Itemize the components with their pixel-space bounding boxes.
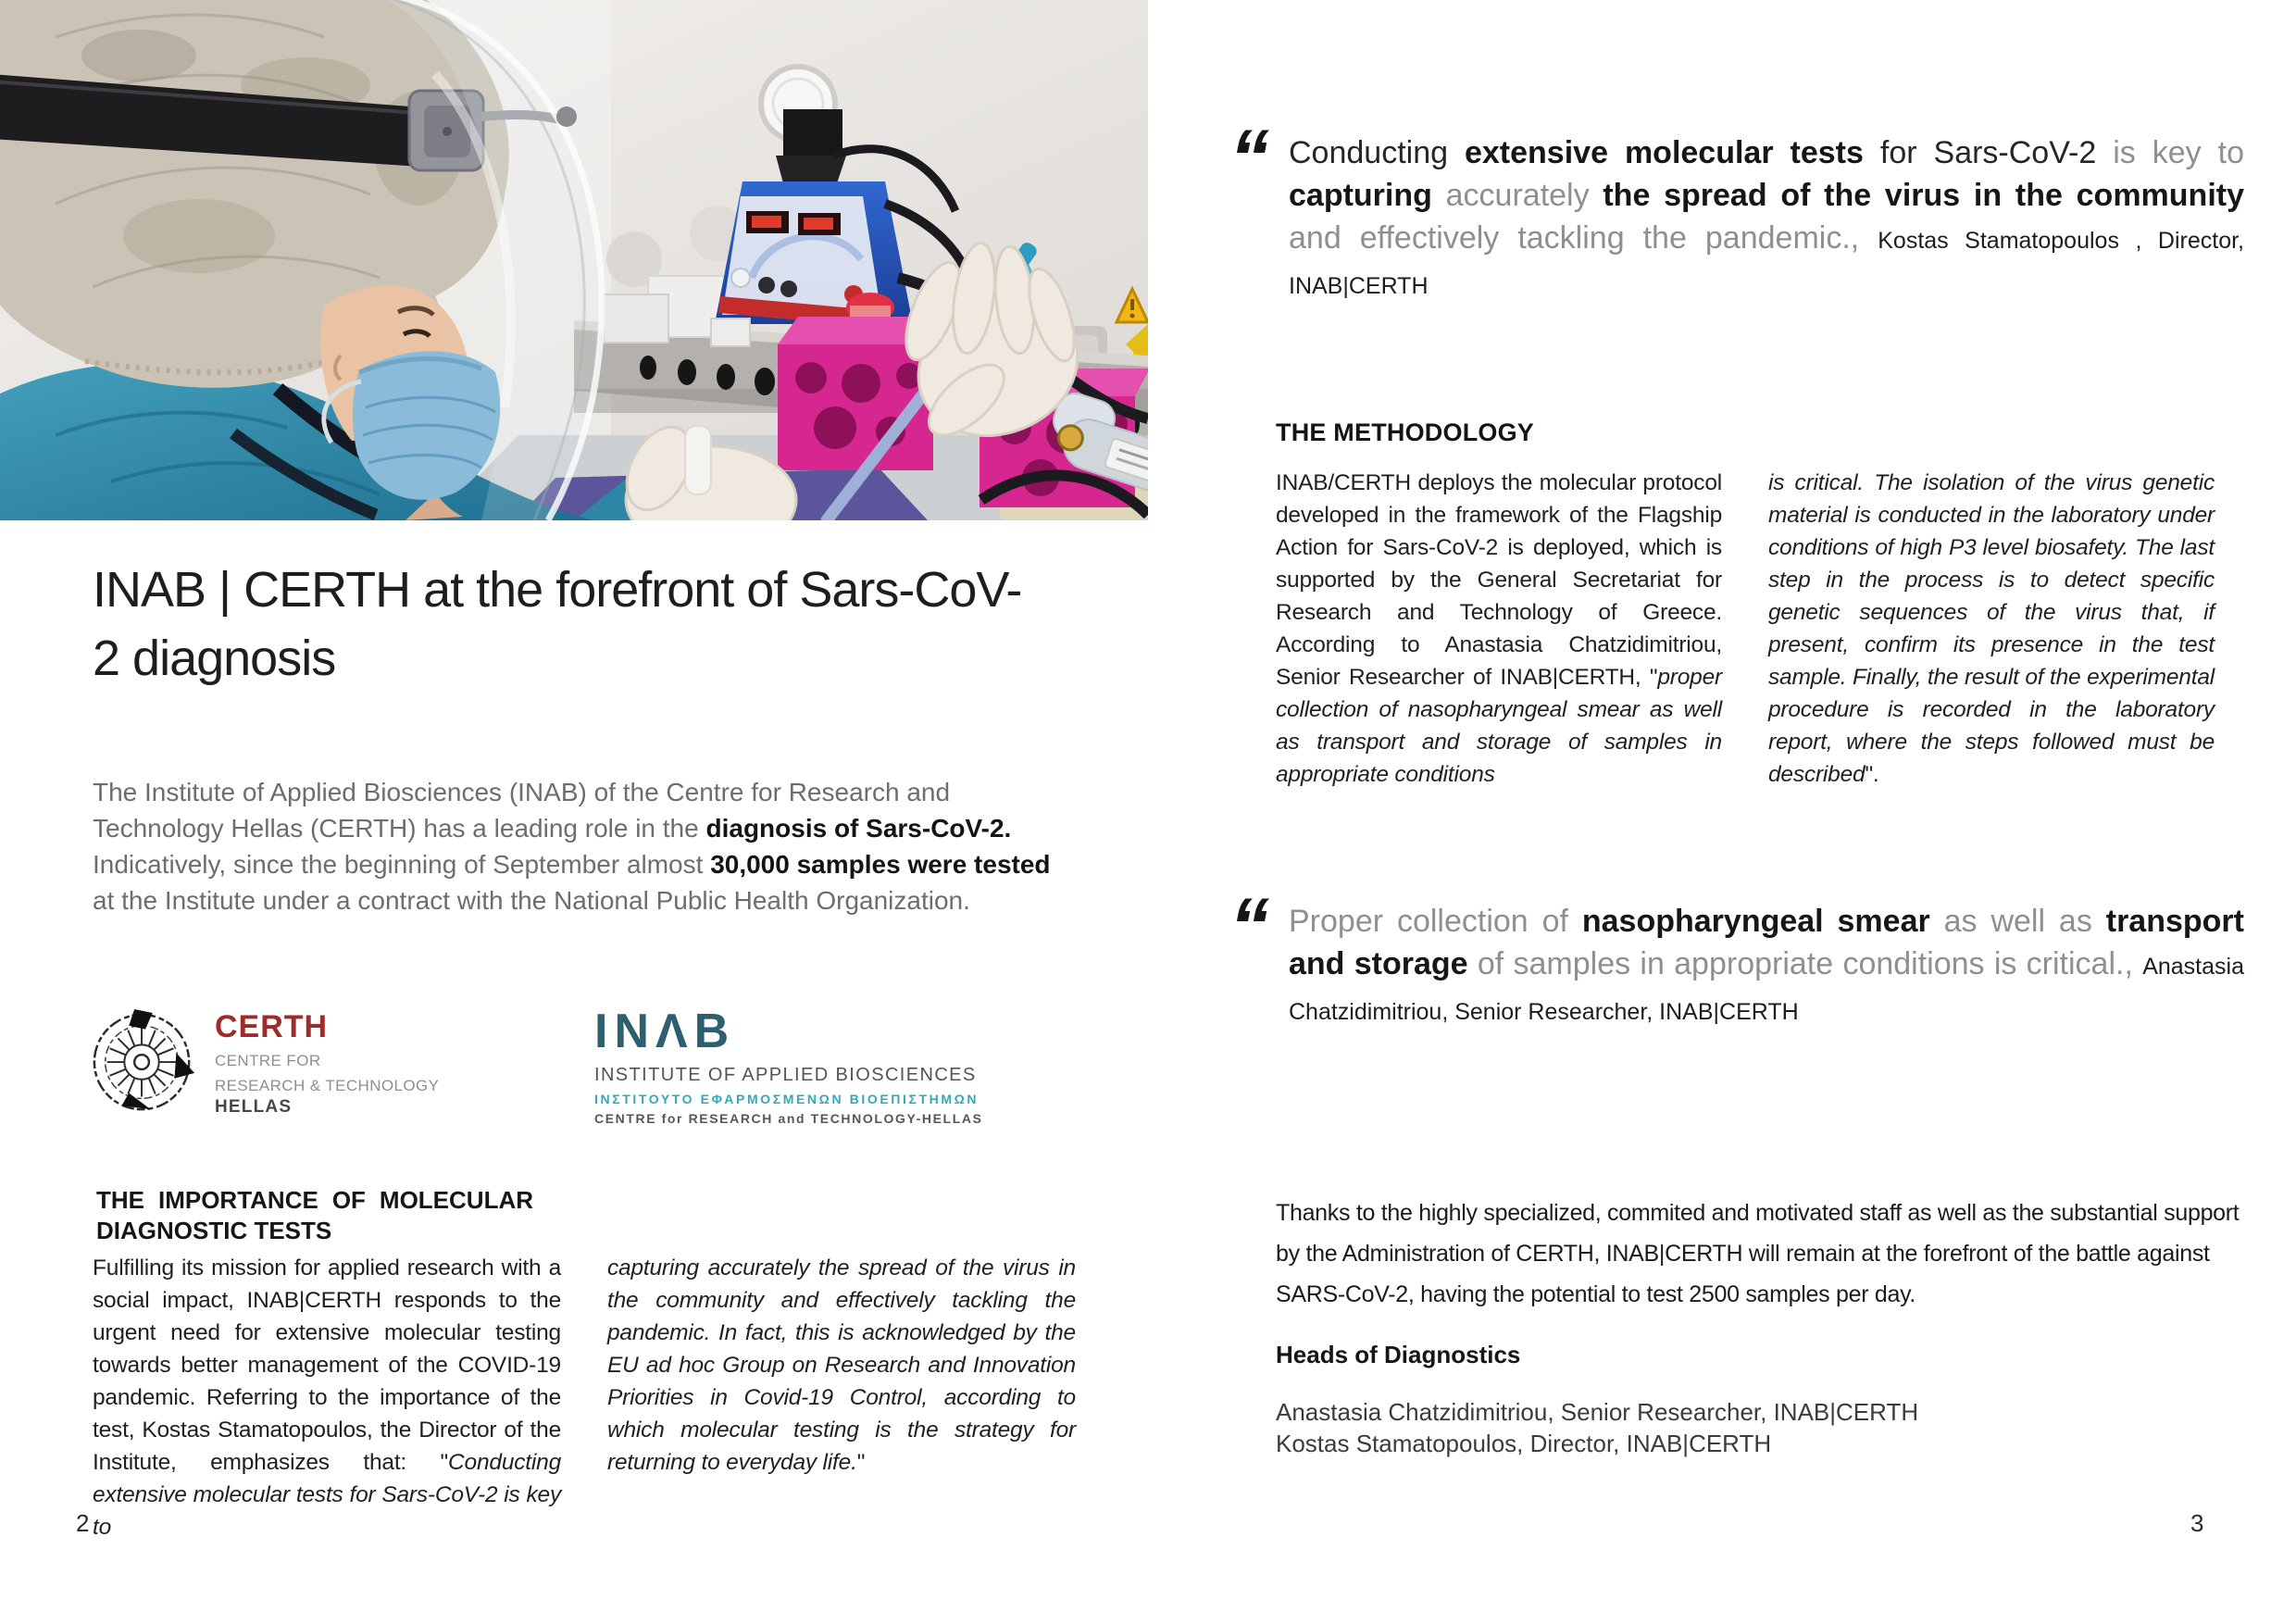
page-number-right: 3 <box>2190 1509 2204 1537</box>
methodology-col-1: INAB/CERTH deploys the molecular protocol developed in the framework of the Flagship Action for Sars-CoV-2 is deployed, which is supported by the General Secretariat for Research and Technology of Greece. According to Anastasia Chatzidimitriou, Senior Researcher of INAB|CERTH, "proper collection of nasopharyngeal smear as well as transport and storage of samples in appropriate conditions <box>1276 470 1722 787</box>
inab-sub1: INSTITUTE OF APPLIED BIOSCIENCES <box>594 1065 977 1085</box>
intro-paragraph: The Institute of Applied Biosciences (INAB) of the Centre for Research and Technology Hellas (CERTH) has a leading role in the diagnosis of Sars-CoV-2. Indicatively, since the beginning of September almost 30,000 samples were tested at the Institute under a contract with the National Public Health Organization. <box>93 778 1051 915</box>
methodology-heading: THE METHODOLOGY <box>1276 418 1534 446</box>
pull-quote-researcher-text: Proper collection of nasopharyngeal smear as well as transport and storage of samples in appropriate conditions is critical., Anastasia Chatzidimitriou, Senior Researcher, INAB|CERTH <box>1289 904 2244 1025</box>
certh-emblem-icon <box>89 1002 198 1130</box>
inab-sub2: ΙΝΣΤΙΤΟΥΤΟ ΕΦΑΡΜΟΣΜΕΝΩΝ ΒΙΟΕΠΙΣΤΗΜΩΝ <box>594 1092 980 1106</box>
pull-quote-director-text: Conducting extensive molecular tests for Sars-CoV-2 is key to capturing accurately the spread of the virus in the community and effectively tackling the pandemic., Kostas Stamatopoulos , Director, INAB|CERTH <box>1289 135 2245 299</box>
quote-mark-icon: “ <box>1229 114 1266 203</box>
heads-heading: Heads of Diagnostics <box>1276 1341 1521 1368</box>
page-number-left: 2 <box>76 1509 90 1537</box>
quote-mark-icon: “ <box>1229 882 1266 971</box>
pull-quote-researcher <box>1229 882 2244 1033</box>
pull-quote-director <box>1229 114 2245 307</box>
importance-columns <box>93 1252 1076 1543</box>
article-title: INAB | CERTH at the forefront of Sars-CoV-2 diagnosis <box>93 562 1022 686</box>
lab-photo-illustration <box>0 0 1148 520</box>
certh-sub1: CENTRE FOR <box>215 1052 321 1069</box>
certh-wordmark: CERTH <box>215 1009 329 1044</box>
methodology-col-2: is critical. The isolation of the virus genetic material is conducted in the laboratory under conditions of high P3 level biosafety. The last step in the process is to detect specific genetic sequences of the virus that, if present, confirm its presence in the test sample. Finally, the result of the experimental procedure is recorded in the laboratory report, where the steps followed must be described". <box>1768 470 2215 787</box>
inab-sub3: CENTRE for RESEARCH and TECHNOLOGY-HELLAS <box>594 1111 983 1126</box>
closing-paragraph: Thanks to the highly specialized, commited and motivated staff as well as the substantial support by the Administration of CERTH, INAB|CERTH will remain at the forefront of the battle against SARS-CoV-2, having the potential to test 2500 samples per day. <box>1276 1200 2240 1307</box>
importance-col-2: capturing accurately the spread of the virus in the community and effectively tackling the pandemic. In fact, this is acknowledged by the EU ad hoc Group on Research and Innovation Priorities in Covid-19 Control, according to which molecular testing is the strategy for returning to everyday life." <box>607 1255 1076 1475</box>
section-heading: THE IMPORTANCE OF MOLECULAR DIAGNOSTIC TESTS <box>96 1186 533 1244</box>
head-name-1: Anastasia Chatzidimitriou, Senior Researcher, INAB|CERTH <box>1276 1398 1919 1426</box>
head-name-2: Kostas Stamatopoulos, Director, INAB|CERTH <box>1276 1430 1772 1457</box>
certh-sub3: HELLAS <box>215 1097 293 1117</box>
importance-col-1: Fulfilling its mission for applied research with a social impact, INAB|CERTH responds to the urgent need for extensive molecular testing towards better management of the COVID-19 pandemic. Referring to the importance of the test, Kostas Stamatopoulos, the Director of the Institute, emphasizes that: "Conducting extensive molecular tests for Sars-CoV-2 is key to <box>93 1255 561 1540</box>
inab-wordmark: INΛB <box>594 1005 736 1058</box>
lab-photo <box>0 0 1148 520</box>
heads-names <box>1276 1396 1918 1459</box>
inab-logo <box>594 1007 983 1126</box>
methodology-columns <box>1276 467 2215 791</box>
certh-sub2: RESEARCH & TECHNOLOGY <box>215 1077 440 1094</box>
